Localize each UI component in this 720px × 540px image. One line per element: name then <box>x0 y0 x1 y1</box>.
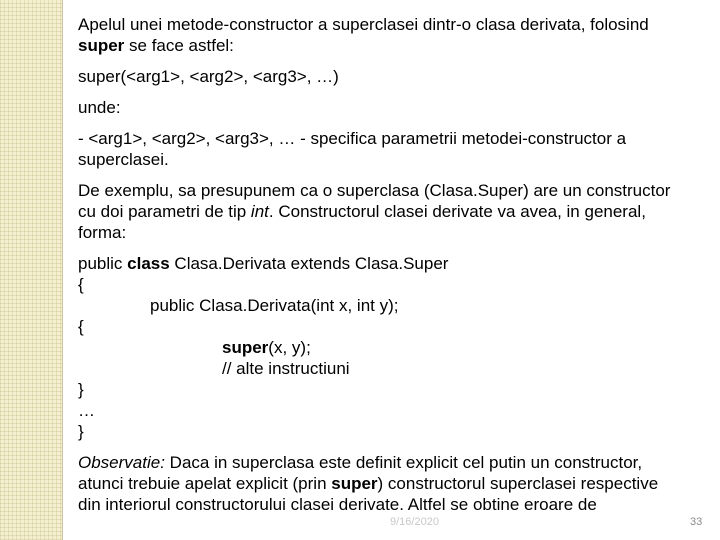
observatie-line-1-rest: Daca in superclasa este definit explicit cel putin un constructor, <box>164 453 643 472</box>
code-public: public <box>78 254 128 273</box>
args-line-1: - <arg1>, <arg2>, <arg3>, … - specifica parametrii metodei-constructor a <box>78 129 627 148</box>
decorative-sidebar <box>0 0 63 540</box>
keyword-super-obs: super <box>331 474 378 493</box>
keyword-super: super <box>78 36 125 55</box>
code-super-args: (x, y); <box>268 338 311 357</box>
observatie-line-1 <box>78 452 708 473</box>
code-line-2: { <box>78 275 84 294</box>
code-line-3: public Clasa.Derivata(int x, int y); <box>150 296 399 315</box>
code-line-5 <box>78 337 708 358</box>
footer-date: 9/16/2020 <box>390 516 439 528</box>
observatie-line-3: din interiorul constructorului clasei derivate. Altfel se obtine eroare de <box>78 495 597 514</box>
intro-line-2-rest: se face astfel: <box>124 36 234 55</box>
code-line-1 <box>78 253 708 274</box>
code-class-decl: Clasa.Derivata extends Clasa.Super <box>169 254 449 273</box>
example-line-3: forma: <box>78 223 127 242</box>
code-line-6: // alte instructiuni <box>222 359 350 378</box>
example-line-2-a: cu doi parametri de tip <box>78 202 251 221</box>
keyword-int: int <box>250 202 269 221</box>
observatie-line-2-a: atunci trebuie apelat explicit (prin <box>78 474 332 493</box>
example-line-1: De exemplu, sa presupunem ca o superclasa (Clasa.Super) are un constructor <box>78 181 671 200</box>
observatie-line-2-b: ) constructorul superclasei respective <box>377 474 659 493</box>
syntax-line: super(<arg1>, <arg2>, <arg3>, …) <box>78 67 339 86</box>
paragraph-intro <box>78 14 708 56</box>
slide-content <box>78 14 708 515</box>
example-line-2 <box>78 201 708 222</box>
keyword-class: class <box>127 254 170 273</box>
code-line-9: } <box>78 422 84 441</box>
paragraph-args <box>78 128 708 170</box>
code-block <box>78 253 708 442</box>
observatie-line-2 <box>78 473 708 494</box>
observatie-label: Observatie: <box>78 453 165 472</box>
args-line-2: superclasei. <box>78 150 169 169</box>
page-number: 33 <box>690 516 703 528</box>
paragraph-observatie <box>78 452 708 515</box>
intro-line-2 <box>78 35 708 56</box>
intro-line-1: Apelul unei metode-constructor a superclasei dintr-o clasa derivata, folosind <box>78 15 649 34</box>
keyword-super-call: super <box>222 338 269 357</box>
example-line-2-b: . Constructorul clasei derivate va avea, in general, <box>268 202 646 221</box>
paragraph-example <box>78 180 708 243</box>
code-line-8: … <box>78 401 95 420</box>
code-line-7: } <box>78 380 84 399</box>
unde-label: unde: <box>78 98 121 117</box>
code-line-4: { <box>78 317 84 336</box>
